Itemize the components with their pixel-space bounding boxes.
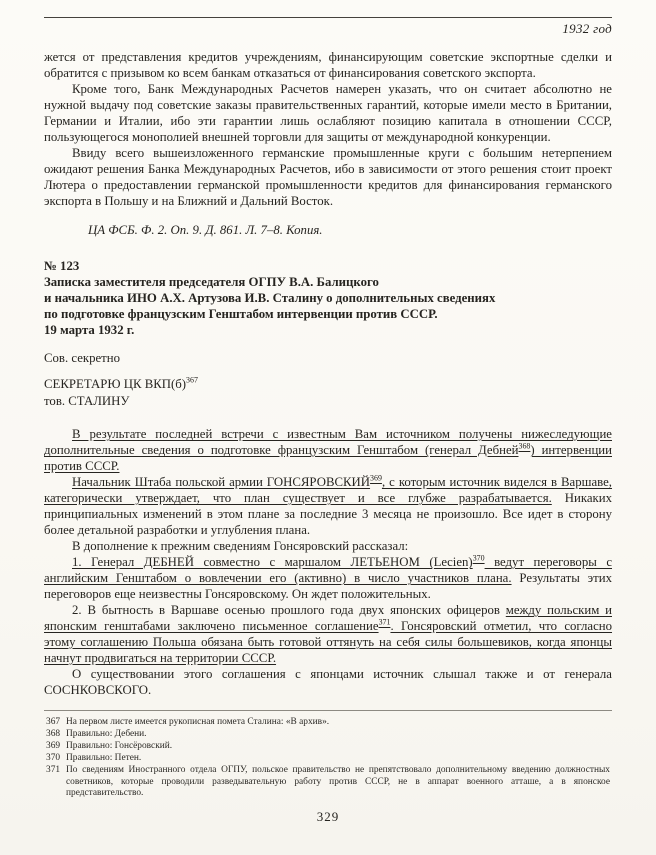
doc-date [44,322,612,338]
text-segment: ) интервенции против СССР. [44,443,612,473]
footnotes [44,717,612,800]
footnote-ref: 371 [378,617,391,627]
text-segment: СЕКРЕТАРЮ ЦК ВКП(б) [44,377,187,391]
text-segment: , с которым источник виделся в Варшаве, категорически утверждает, что план существует и все глубже разрабатывается. [44,475,613,505]
footnote-text: Правильно: Гонсёровский. [66,740,173,751]
page-number: 329 [316,809,340,825]
paragraph [44,666,612,698]
text-segment: тов. СТАЛИНУ [44,394,130,408]
text-segment: № 123 [44,259,80,273]
footnote-number: 369 [46,740,61,751]
text-segment: . Гонсяровский отметил, что согласно этому соглашению Польша обязана быть готовой оттянуть на себя силы большевиков, когда японцы начнут продвигаться на территории СССР. [44,619,613,665]
footnote-369 [44,741,612,753]
paragraph [44,538,612,554]
paragraph-continuation [44,49,612,81]
paragraph [44,554,612,602]
text-segment: О существовании этого соглашения с японцами источник слышал также и от генерала СОСНКОВСКОГО. [44,667,612,697]
text-segment: и начальника ИНО А.Х. Артузова И.В. Сталину о дополнительных сведениях [44,291,496,305]
footnote-text: Правильно: Дебени. [66,728,147,739]
text-segment: жется от представления кредитов учреждениям, финансирующим советские экспортные сделки и обратится с призывом ко всем банкам отказаться от финансирования советского экспорта. [44,50,612,80]
text-segment: ведут переговоры с английским Генштабом о вовлечении его (активно) в число участников плана. [44,555,612,585]
footnote-ref: 368 [518,441,531,451]
footnote-370 [44,753,612,765]
doc-number [44,258,612,274]
footnote-368 [44,729,612,741]
footnote-371 [44,765,612,801]
text-segment: Ввиду всего вышеизложенного германские промышленные круги с большим нетерпением ожидают решения Банка Международных Расчетов, ибо в зависимости от этого решения стоит проект Лютера о предоставлении германской промышленности кредитов для финансирования германского экспорта в Польшу и на Ближний и Дальний Восток. [44,146,612,208]
text-segment: В дополнение к прежним сведениям Гонсяровский рассказал: [72,539,409,553]
text-segment: 1. Генерал ДЕБНЕЙ совместно с маршалом ЛЕТЬЕНОМ (Lecien) [72,555,473,569]
footnote-text: На первом листе имеется рукописная помета Сталина: «В архив». [66,717,330,727]
doc-title-line [44,274,612,290]
running-header: 1932 год [562,21,612,36]
footnote-ref: 369 [370,473,382,483]
footnote-367 [44,717,612,729]
paragraph [44,81,612,145]
footnote-number: 367 [46,717,61,727]
footnote-text: Правильно: Петен. [66,752,142,763]
classification-stamp [44,350,612,366]
text-segment: Никаких принципиальных изменений в этом плане за последние 3 месяца не произошло. Все идет в сторону более детальной разработки и углубления плана. [44,491,612,537]
text-segment: 2. В бытность в Варшаве осенью прошлого года двух японских офицеров [72,603,506,617]
paragraph [44,145,612,209]
text-segment: Результаты этих переговоров еще неизвестны Гонсяровскому. Он ждет положительных. [44,571,612,601]
document-body [44,49,612,698]
text-segment: Начальник Штаба польской армии ГОНСЯРОВСКИЙ [72,475,371,489]
footnote-ref: 370 [472,553,485,563]
paragraph [44,474,612,538]
text-segment: между польским и японским генштабами заключено письменное соглашение [44,603,612,633]
doc-title-line [44,290,612,306]
addressee-line [44,376,612,392]
paragraph [44,602,612,666]
archive-reference [88,222,612,238]
footnote-separator [44,710,612,711]
footnote-ref: 367 [186,375,198,385]
doc-title-line [44,306,612,322]
footnote-text: По сведениям Иностранного отдела ОГПУ, польское правительство не препятствовало дополнительному введению должностных советников, которые проводили разведывательную работу против СССР, не в аппарат военного атташе, а в японское представительство. [66,764,610,799]
text-segment: Сов. секретно [44,351,121,365]
footnote-number: 371 [46,764,61,775]
addressee-line [44,393,612,409]
text-segment: ЦА ФСБ. Ф. 2. Оп. 9. Д. 861. Л. 7–8. Копия. [88,223,323,237]
footnote-number: 370 [46,752,61,763]
paragraph [44,426,612,474]
text-segment: 19 марта 1932 г. [44,323,135,337]
text-segment: Записка заместителя председателя ОГПУ В.А. Балицкого [44,275,379,289]
text-segment: Кроме того, Банк Международных Расчетов намерен указать, что он считает абсолютно не нужной выдачу под советские заказы правительственных гарантий, которые имели место в Британии, Германии и Италии, ибо эти гарантии лишь ослабляют позицию капитала в отношении СССР, пользующегося монополией внешней торговли для защиты от международной конкуренции. [44,82,612,144]
text-segment: В результате последней встречи с известным Вам источником получены нижеследующие дополнительные сведения о подготовке французским Генштабом (генерал Дебней [44,427,612,457]
text-segment: по подготовке французским Генштабом интервенции против СССР. [44,307,438,321]
footnote-number: 368 [46,728,61,739]
